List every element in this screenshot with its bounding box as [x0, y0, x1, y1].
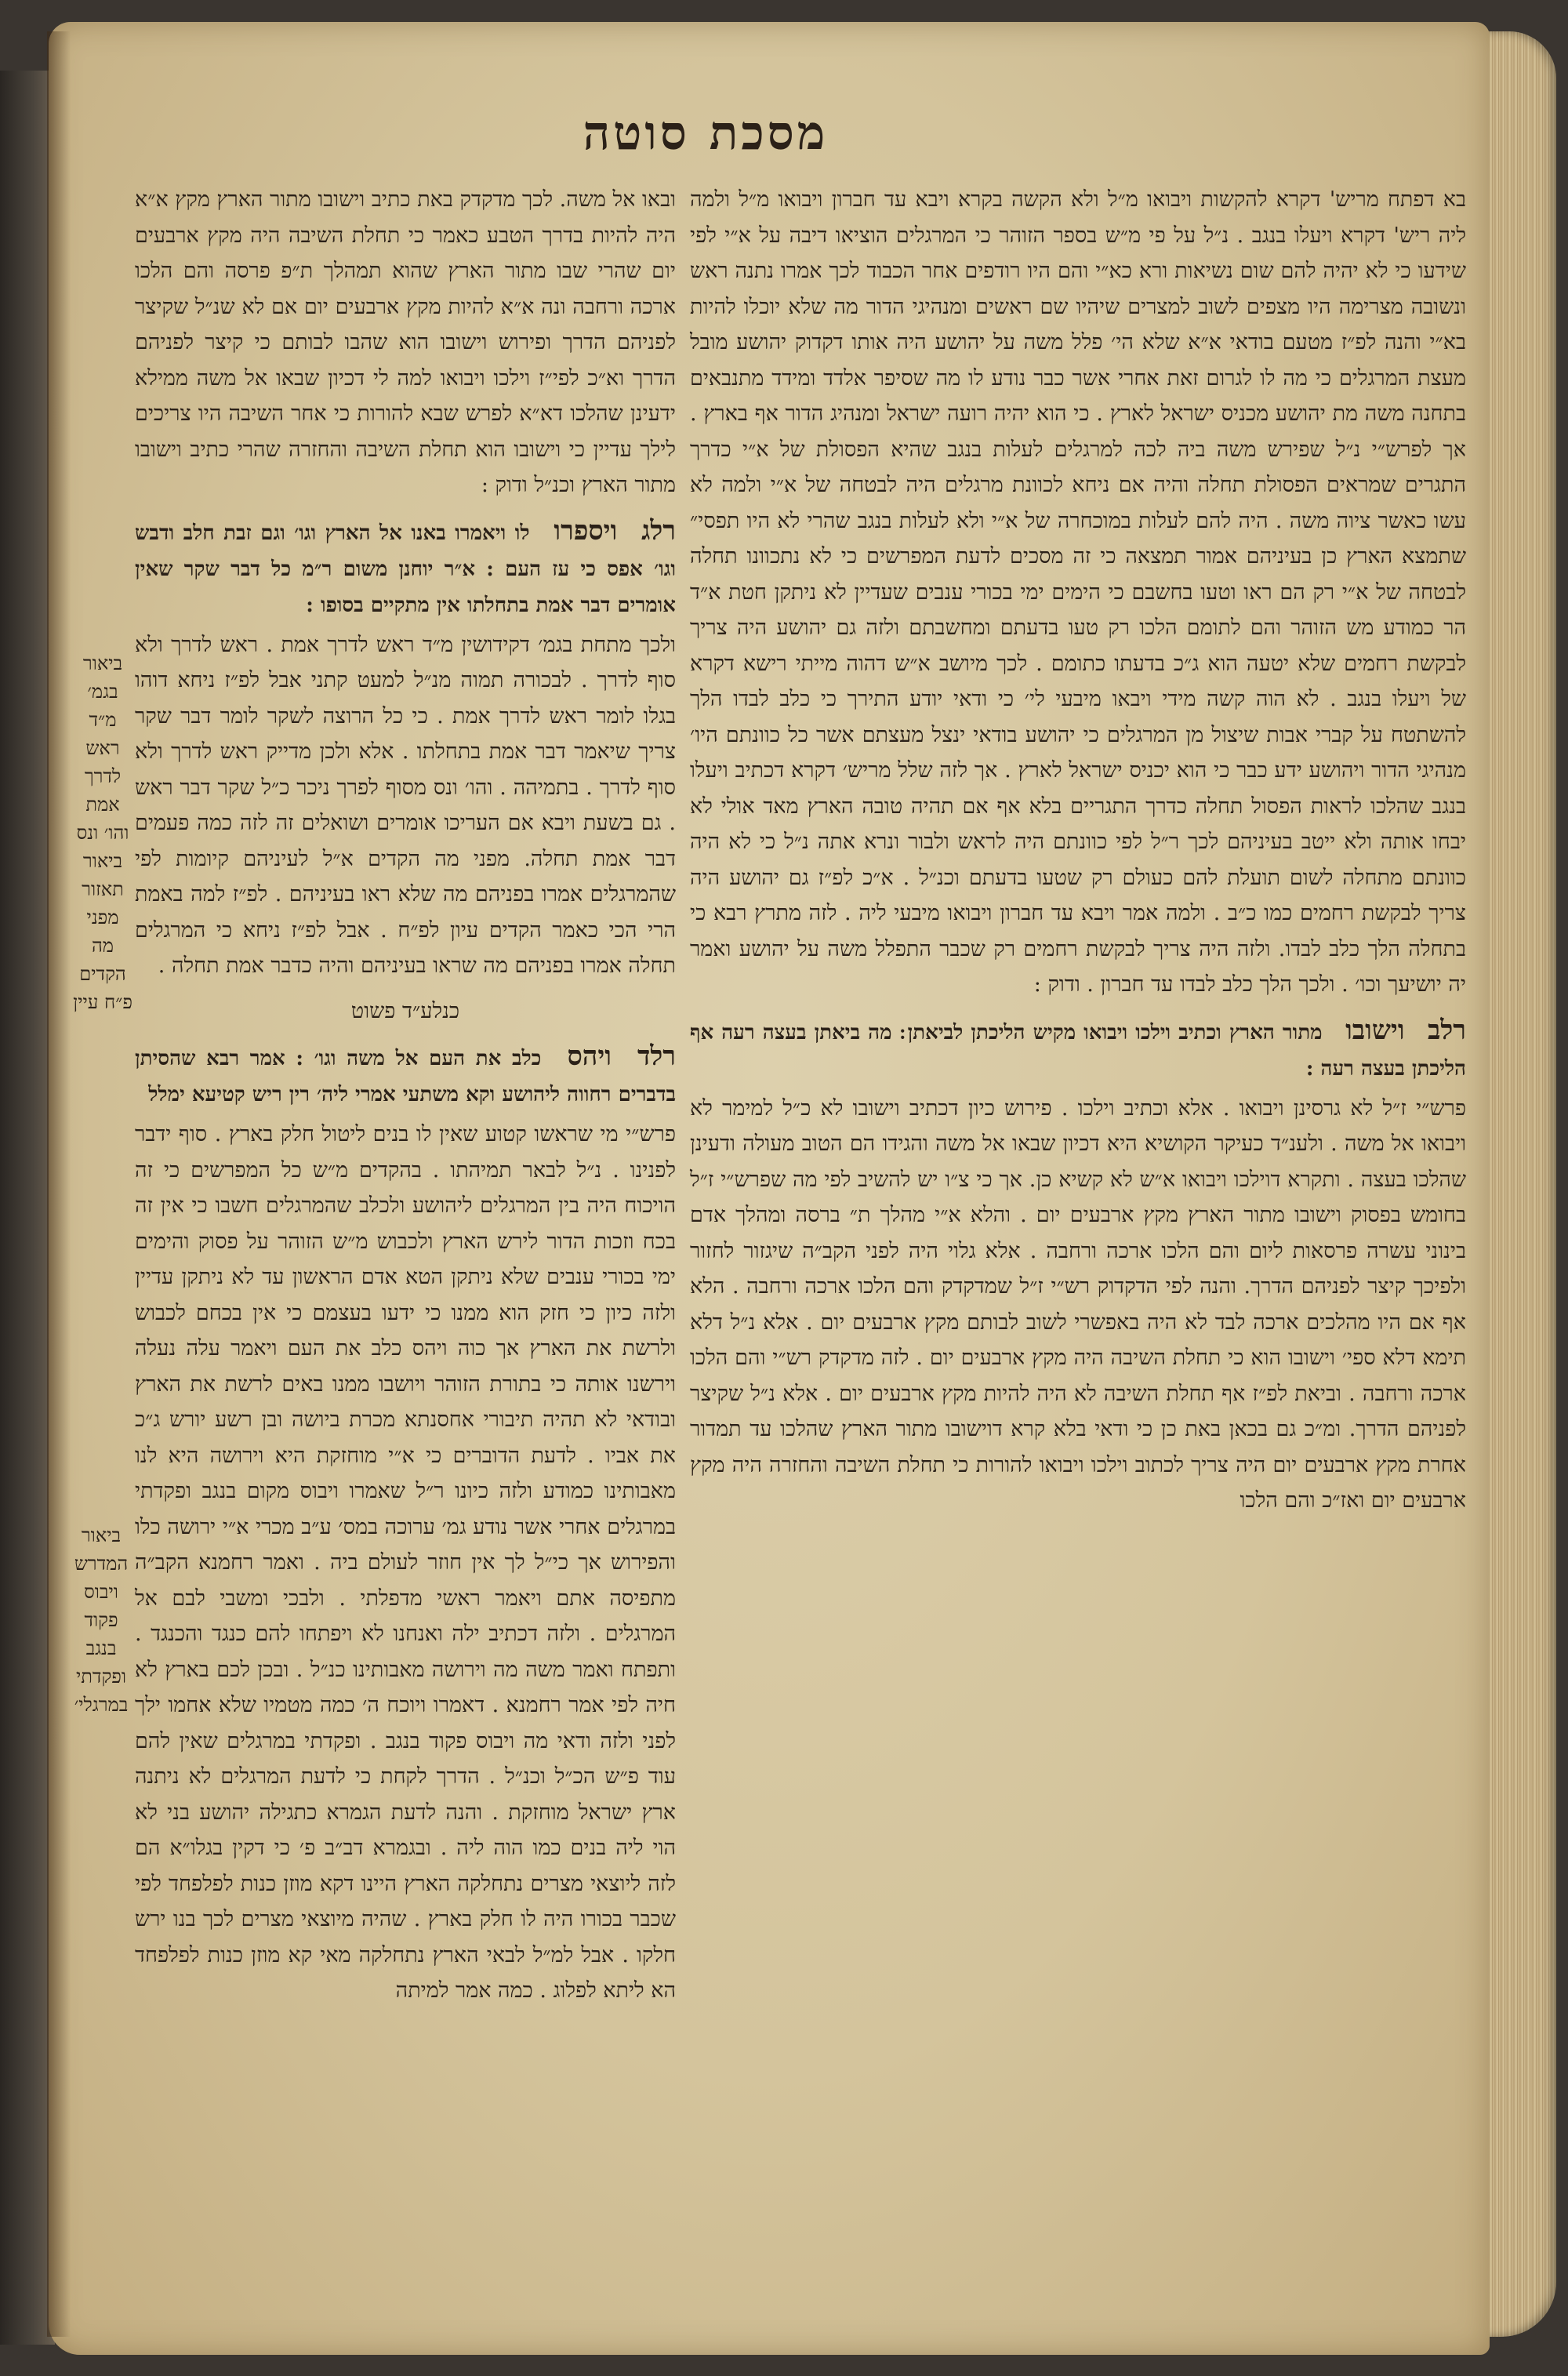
gloss-line: ביאור [82, 652, 123, 674]
gloss-line: והו׳ ונס [76, 822, 129, 844]
gloss-line: בגמ׳ [87, 681, 118, 703]
gloss-line: במרגלי׳ [74, 1694, 129, 1716]
gloss-line: אמת [85, 794, 120, 816]
gloss-line: ופקדתי [75, 1666, 127, 1688]
section-heading [135, 1038, 676, 1112]
left-paragraph-2: ולכך מתחת בגמ׳ דקידושין מ״ד ראש לדרך אמת . ראש לדרך ולא סוף לדרך . לבכורה תמוה מנ״ל למעט קתני אבל לפ״ז ניחא דוהו בגלו לומר ראש לדרך אמת . כי כל הרוצה לשקר לומר דבר שקר צריך שיאמר דבר אמת בתחלתו . אלא ולכן מדייק ראש לדרך ולא סוף לדרך . בתמיהה . והו׳ ונס מסוף לפרך ניכר כ״ל שקר דבר ראש . גם בשעת ויבא אם העריכו אומרים ושואלים זה לזה כמה פעמים דבר אמת תחלה. מפני מה הקדים א״ל לעיניהם קיומות לפי שהמרגלים אמרו בפניהם מה שלא ראו בעיניהם . לפ״ז למה באמת הרי הכי כאמר הקדים עיון לפ״ח . אבל לפ״ז ניחא כי המרגלים תחלה אמרו בפניהם מה שראו בעיניהם והיה כדבר אמת תחלה . [135, 632, 676, 978]
section-quote: כלב את העם אל משה וגו׳ : אמר רבא שהסיתן בדברים רחווה ליהושע וקא משתעי אמרי ליה׳ רין ריש קטיעא ימלל [135, 1047, 676, 1106]
section-heading [690, 1012, 1466, 1086]
section-number: רלג [641, 514, 676, 547]
running-head: מסכת סוטה [583, 106, 829, 161]
gloss-line: מ״ד ראש [85, 709, 120, 759]
section-number: רלב [1428, 1014, 1466, 1046]
left-column [135, 182, 676, 2018]
section-number: רלד [637, 1041, 676, 1072]
gloss-line: מפני [86, 906, 119, 928]
centered-line: כנלע״ד פשוט [350, 998, 460, 1023]
section-headword: וישובו [1345, 1014, 1405, 1046]
gloss-line: בנגב [85, 1637, 117, 1659]
gloss-line: הקדים [79, 963, 126, 985]
gloss-line: מה [91, 935, 114, 957]
gloss-line: ביאור [82, 850, 123, 872]
left-paragraph-3: פרש״י מי שראשו קטוע שאין לו בנים ליטול חלק בארץ . סוף ידבר לפנינו . נ״ל לבאר תמיהתו . בהקדים מ״ש כל המפרשים כי זה הויכוח היה בין המרגלים ליהושע ולכלב שהמרגלים חשבו כי אין זה בכח וזכות הדור לירש הארץ ולכבוש מ״ש הזוהר על פסוק והימים ימי בכורי ענבים שלא ניתקן הטא אדם הראשון עד לא ניתקן עדיין ולזה כיון כי חזק הוא ממנו כי ידעו בעצמם כי אין בכחם לכבוש ולרשת את הארץ אך כוה ויהס כלב את העם ויאמר עלה נעלה וירשנו אותה כי בתורת הזוהר ויושבו ממנו באים לרשת את הארץ ובודאי לא תהיה תיבורי אחסנתא מכרת ביושה ובן רשע יורש ג״כ את אביו . לדעת הדוברים כי א״י מוחזקת היא וירושה היא לנו מאבותינו כמודע ולזה כיונו ר״ל שאמרו ויבוס מקום בנגב ופקדתי במרגלים אחרי אשר נודע גמ׳ ערוכה במס׳ ע״ב מכרי א״י ירושה כלו והפירוש אך כי״ל לך אין חוזר לעולם ביה . ואמר רחמנא הקב״ה מתפיסה אתם ויאמר ראשי מדפלתי . ולבכי ומשבי לבם אל המרגלים . ולזה דכתיב ילה ואנחנו לא ויפתחו להם כנגד והכנגד . ותפתח ואמר משה מה וירושה מאבותינו כנ״ל . ובכן לכם בארץ לא חיה לפי אמר רחמנא . דאמרו ויוכח ה׳ כמה מטמיו שלא אחמו ילך לפני ולזה ודאי מה ויבוס פקוד בנגב . ופקדתי במרגלים שאין להם עוד פ״ש הכ״ל וכנ״ל . הדרך לקחת כי לדעת המרגלים לא ניתנה ארץ ישראל מוחזקת . והנה לדעת הגמרא כתגילה יהושע בני לא הוי ליה בנים כמו הוה ליה . ובגמרא דב״ב פ׳ כי דקין בגלו״א הם לזה ליוצאי מצרים נתחלקה הארץ היינו דקא מוזן כנות לפלפחד לפי שכבר בכורו היה לו חלק בארץ . שהיה מיוצאי מצרים לכך בנו ירש חלקו . אבל למ״ל לבאי הארץ נתחלקה מאי קא מוזן כנות לפלפחד הא ליתא לפלוג . כמה אמר למיתה [135, 1122, 677, 2003]
gloss-line: לדרך [84, 765, 122, 787]
right-paragraph-1: בא דפתח מריש' דקרא להקשות ויבואו מ״ל ולא הקשה בקרא ויבא עד חברון ויבואו מ״ל ולמה ליה ריש' דקרא ויעלו בנגב . נ״ל על פי מ״ש בספר הזוהר כי המרגלים הוציאו דיבה על א״י לפי שידעו כי לא יהיה להם שום נשיאות ורא כא״י והם היו רודפים אחר הכבוד לכך אמרו נתנה ראש ונשובה מצרימה היו מצפים לשוב למצרים שיהיו שם ראשים ומנהיגי הדור מה שלא יוכלו להיות בא״י והנה לפ״ז מטעם בודאי א״א שלא הי׳ פלל משה על יהושע היה אותו דקדוק יהושע מובל מעצת המרגלים כי מה לו לגרום זאת אחרי אשר כבר נודע לו מה שסיפר אלדד ומידד מתנבאים בתחנה משה מת יהושע מכניס ישראל לארץ . כי הוא יהיה רועה ישראל ומנהיג הדור אף בארץ . אך לפרש״י נ״ל שפירש משה ביה לכה למרגלים לעלות בנגב שהיא הפסולת של א״י כדרך התגרים שמראים הפסולת תחלה והיה אם ניחא לכוונת מרגלים היה לבטחה של א״י ולמה לא עשו כאשר ציוה משה . היה להם לעלות במוכחרה של א״י ולא לעלות בנגב שהרי לא היו תפסי״ שתמצא הארץ כן בעיניהם אמור תמצאה כי זה מסכים לדעת המפרשים כי לא נתכוונו תחלה לבטחה של א״י רק הם ראו וטעו בחשבם כי הימים ימי בכורי ענבים שעדיין לא ניתקן חטת א״ד הר כמודע מש הזוהר והם לתומם הלכו רק טעו בדעתם ומחשבתם ולזה גם יהושע היה צריך לבקשת רחמים שלא יטעה הוא ג״כ בדעתו כתומם . לכך מיושב א״ש דהוה מייתי רישא דקרא של ויעלו בנגב . לא הוה קשה מידי ויבאו מיבעי לי׳ כי ודאי יודע התירך כי כלב לבדו הלך להשתטח על קברי אבות שיצול מן המרגלים כי יהושע בודאי ינצל מעצתם אשר כל כוונתם היו׳ מנהיגי הדור ויהושע ידע כבר כי הוא יכניס ישראל לארץ . אך לזה שלל מריש׳ דקרא דכתיב ויעלו בנגב שהלכו לראות הפסול תחלה כדרך התגריים בלא אף אם תהיה טובה הארץ מאד אולי לא יבחו אותה ולא ייטב בעיניהם לכך ר״ל לפי כוונתם היה לראש ולבור ונרא אתה נ״ל כי לא היה כוונתם מתחלה לשום תועלת להם כעולם רק שטעו בדעתם וכנ״ל . א״כ לפ״ז גם יהושע היה צריך לבקשת רחמים כמו כ״ב . ולמה אמר ויבא עד חברון ויבואו מיבעי ליה . לזה מתרץ רבא כי בתחלה הלך כלב לבדו. ולזה היה צריך לבקשת רחמים רק שכבר התפלל משה על יהושע ואמר יה יושיעך וכו׳ . ולכך הלך כלב לבדו עד חברון . ודוק : [690, 187, 1466, 997]
section-heading [135, 513, 676, 623]
gloss-line: פ״ח עיין [73, 991, 132, 1013]
section-headword: ויהס [567, 1041, 612, 1072]
section-quote: מתור הארץ וכתיב וילכו ויבואו מקיש הליכתן לביאתן ׃ מה ביאתן בעצה רעה אף הליכתן בעצה רעה : [690, 1020, 1466, 1081]
section-quote: לו ויאמרו באנו אל הארץ וגו׳ וגם זבת חלב ודבש וגו׳ אפס כי עז העם : א״ר יוחנן משום ר״מ כל דבר שקר שאין אומרים דבר אמת בתחלתו אין מתקיים בסופו : [135, 521, 676, 617]
gloss-line: תאזור [82, 878, 124, 900]
margin-gloss [71, 1521, 132, 1719]
section-headword: ויספרו [554, 514, 618, 547]
right-paragraph-2: פרש״י ז״ל לא גרסינן ויבואו . אלא וכתיב וילכו . פירוש כיון דכתיב וישובו לא כ״ל למימר לא ויבואו אל משה . ולענ״ד כעיקר הקושיא היא דכיון שבאו אל משה והגידו הם הטוב מעולה ודעינן שהלכו בעצה . ותקרא דוילכו ויבואו א״ש לא קשיא כן. אך כי צ״ו יש להשיב לפי מה שפרש״י ז״ל בחומש בפסוק וישובו מתור הארץ מקץ ארבעים יום . והלא א״י מהלך ת״ ברסה ומהלך אדם בינוני עשרה פרסאות ליום והם הלכו ארכה ורחבה . אלא גלוי היה לפני הקב״ה שיגזור לחזור ולפיכך קיצר לפניהם הדרך. והנה לפי הדקדוק רש״י ז״ל שמדקדק והם הלכו ארכה ורחבה . הלא אף אם היו מהלכים ארכה לבד לא היה באפשרי לשוב לבותם מקץ ארבעים יום . אלא נ״ל דלא תימא דלא ספי׳ וישובו הוא כי תחלת השיבה היה מקץ ארבעים יום . לזה מדקדק רש״י והם הלכו ארכה ורחבה . וביאת לפ״ז אף תחלת השיבה לא היה להיות מקץ ארבעים יום . אלא נ״ל שקיצר לפניהם הדרך. ומ״כ גם בכאן באת כן כי ודאי בלא קרא דוישובו מתור הארץ שהלכו עד תמדור אחרת מקץ ארבעים יום היה צריך לכתוב וילכו ויבואו להורות כי תחלת השיבה והחזרה היה מקץ ארבעים יום ואז״כ והם הלכו [690, 1095, 1466, 1513]
margin-gloss [72, 649, 133, 1016]
right-column [690, 182, 1466, 1528]
gloss-line: המדרש [74, 1553, 129, 1575]
gloss-line: פקוד [84, 1609, 118, 1631]
binding-shadow [47, 31, 71, 2337]
left-paragraph-1: ובאו אל משה. לכך מדקדק באת כתיב וישובו מתור הארץ מקץ א״א היה להיות בדרך הטבע כאמר כי תחלת השיבה היה מקץ ארבעים יום שהרי שבו מתור הארץ שהוא תמהלך ת״פ פרסה והם הלכו ארכה ורחבה ונה א״א להיות מקץ ארבעים יום אם לא שנ״ל שקיצר לפניהם הדרך ופירוש וישובו הוא שהבו לבותם כי קיצר לפניהם הדרך וא״כ לפי״ז וילכו ויבואו למה לי דכיון שבאו אל משה ממילא ידעינן שהלכו דא״א לפרש שבא להורות כי אחר השיבה היו צריכים לילך עדיין כי וישובו הוא תחלת השיבה והחזרה שהרי כתיב וישובו מתור הארץ וכנ״ל ודוק : [135, 187, 676, 497]
gloss-line: ביאור [81, 1524, 122, 1546]
gloss-line: ויבוס [84, 1581, 118, 1603]
